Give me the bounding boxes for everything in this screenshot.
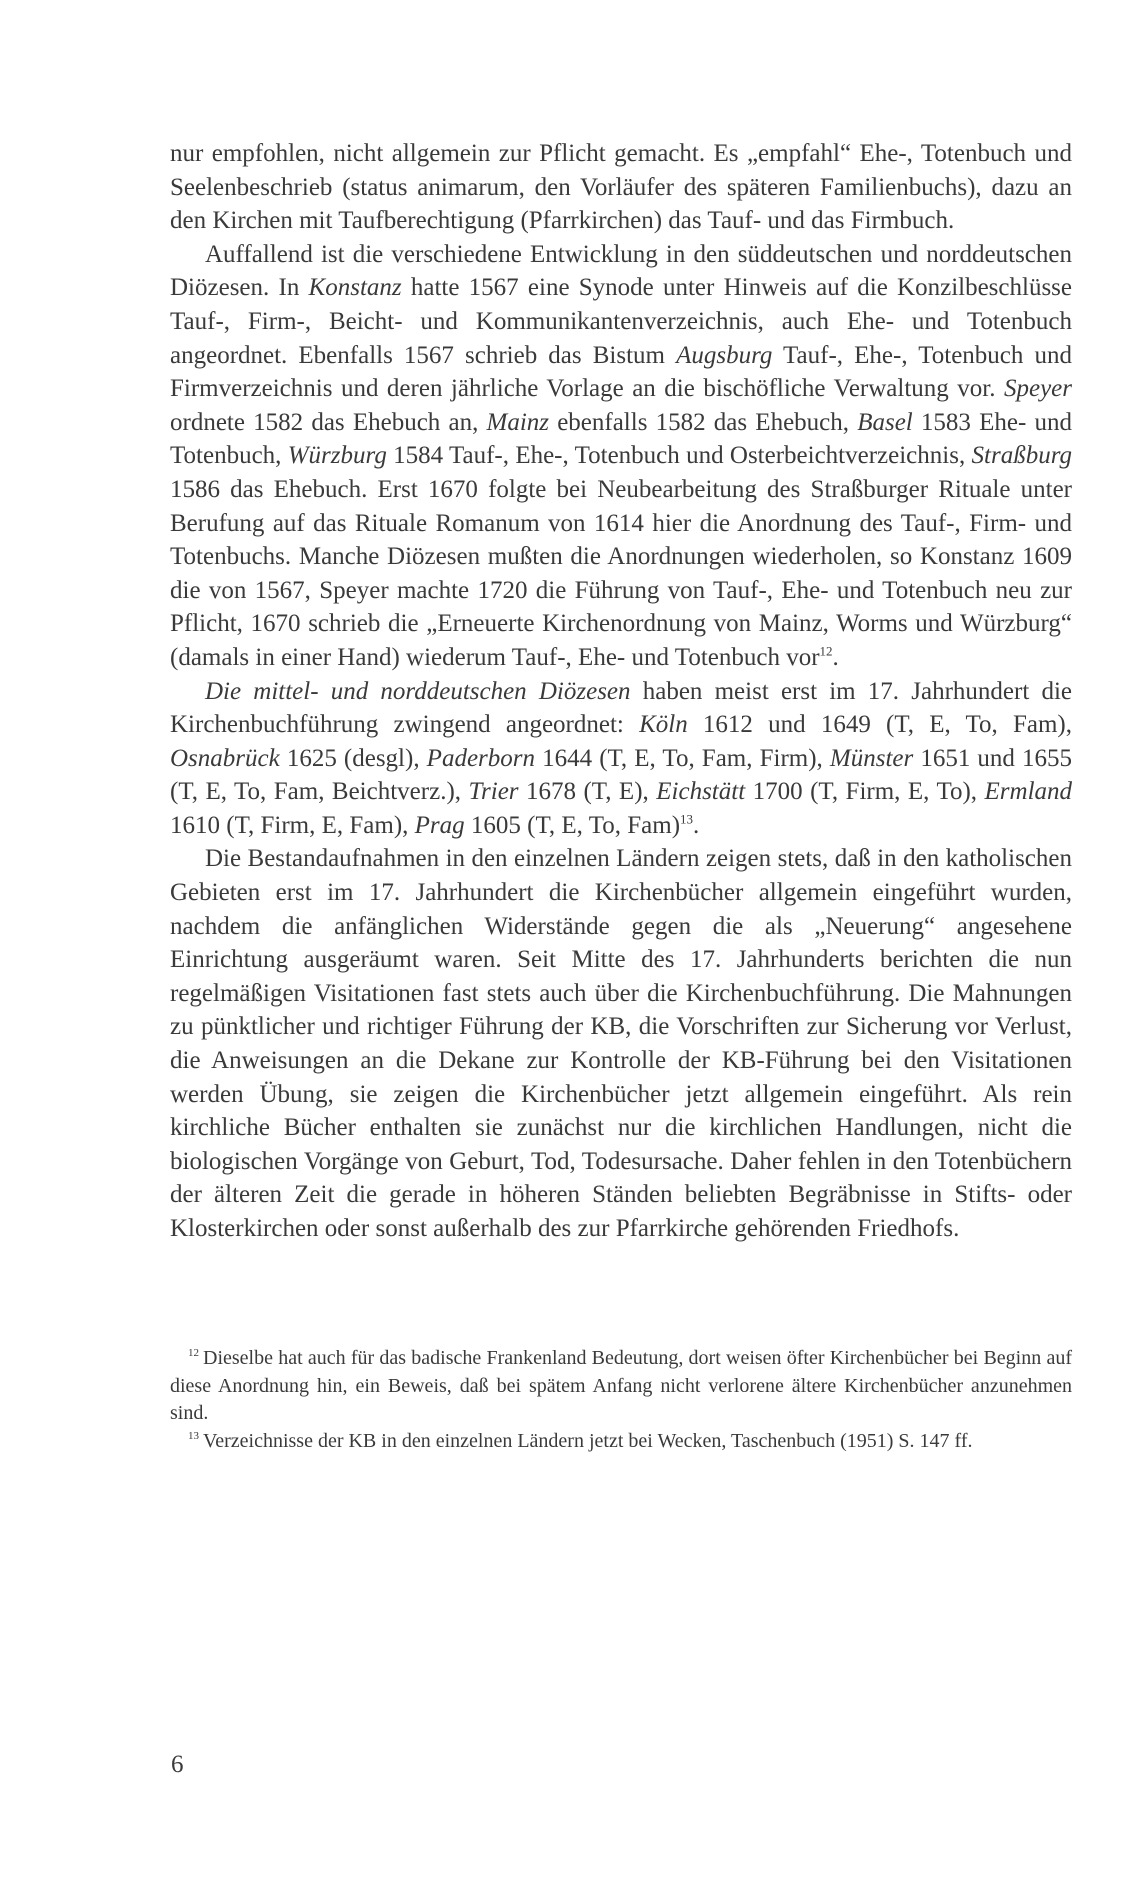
text-run: 1610 (T, Firm, E, Fam),: [170, 811, 415, 839]
page-number: 6: [171, 1751, 184, 1778]
text-run: 1605 (T, E, To, Fam): [464, 811, 681, 839]
place-name: Die mittel- und norddeutschen Diözesen: [205, 677, 631, 705]
place-name: Mainz: [486, 408, 550, 436]
text-run: Auffallend ist die verschiedene Entwicklung in den süddeutschen und norddeutschen Diözesen. In: [170, 240, 1072, 302]
place-name: Trier: [468, 778, 519, 806]
paragraph: [170, 238, 1072, 675]
place-name: Augsburg: [676, 341, 773, 369]
footnote-number: 12: [188, 1347, 199, 1360]
place-name: Prag: [414, 811, 465, 839]
main-text: [170, 137, 1072, 1246]
text-run: Tauf-, Ehe-, Totenbuch und Firmverzeichnis und deren jährliche Vorlage an die bischöfliche Verwaltung vor.: [170, 341, 1072, 403]
paragraph: [170, 675, 1072, 843]
text-run: haben meist erst im 17. Jahrhundert die Kirchenbuchführung zwingend angeordnet:: [170, 677, 1072, 739]
text-run: 1651 und 1655 (T, E, To, Fam, Beichtverz.),: [170, 744, 1072, 806]
place-name: Osnabrück: [170, 744, 280, 772]
place-name: Ermland: [984, 778, 1073, 806]
paragraph: [170, 842, 1072, 1245]
text-run: 1584 Tauf-, Ehe-, Totenbuch und Osterbeichtverzeichnis,: [386, 442, 972, 470]
footnote-ref: 13: [680, 811, 694, 827]
footnote-ref: 12: [819, 643, 833, 659]
footnote-text: Dieselbe hat auch für das badische Frankenland Bedeutung, dort weisen öfter Kirchenbücher bei Beginn auf diese Anordnung hin, ein Beweis, daß bei spätem Anfang nicht verlorene ältere Kirchenbücher anzunehmen sind.: [170, 1347, 1072, 1424]
place-name: Münster: [829, 744, 914, 772]
place-name: Basel: [857, 408, 913, 436]
place-name: Paderborn: [426, 744, 535, 772]
footnote-text: Verzeichnisse der KB in den einzelnen Ländern jetzt bei Wecken, Taschenbuch (1951) S. 147 ff.: [203, 1429, 973, 1452]
text-run: .: [693, 811, 700, 839]
text-run: .: [832, 643, 839, 671]
text-run: Die Bestandaufnahmen in den einzelnen Ländern zeigen stets, daß in den katholischen Gebieten erst im 17. Jahrhundert die Kirchenbücher allgemein eingeführt wurden, nachdem die anfänglichen Widerstände gegen die als „Neuerung“ angesehene Einrichtung ausgeräumt waren. Seit Mitte des 17. Jahrhunderts berichten die nun regelmäßigen Visitationen fast stets auch über die Kirchenbuchführung. Die Mahnungen zu pünktlicher und richtiger Führung der KB, die Vorschriften zur Sicherung vor Verlust, die Anweisungen an die Dekane zur Kontrolle der KB-Führung bei den Visitationen werden Übung, sie zeigen die Kirchenbücher jetzt allgemein eingeführt. Als rein kirchliche Bücher enthalten sie zunächst nur die kirchlichen Handlungen, nicht die biologischen Vorgänge von Geburt, Tod, Todesursache. Daher fehlen in den Totenbüchern der älteren Zeit die gerade in höheren Ständen beliebten Begräbnisse in Stifts- oder Klosterkirchen oder sonst außerhalb des zur Pfarrkirche gehörenden Friedhofs.: [170, 845, 1072, 1242]
text-run: 1644 (T, E, To, Fam, Firm),: [535, 744, 830, 772]
text-run: 1678 (T, E),: [518, 778, 657, 806]
text-run: 1612 und 1649 (T, E, To, Fam),: [687, 711, 1072, 739]
place-name: Straßburg: [971, 442, 1072, 470]
place-name: Köln: [639, 711, 688, 739]
text-run: ordnete 1582 das Ehebuch an,: [170, 408, 487, 436]
text-run: nur empfohlen, nicht allgemein zur Pflicht gemacht. Es „empfahl“ Ehe-, Totenbuch und Seelenbeschrieb (status animarum, den Vorläufer des späteren Familienbuchs), dazu an den Kirchen mit Taufberechtigung (Pfarrkirchen) das Tauf- und das Firmbuch.: [170, 140, 1072, 235]
place-name: Würzburg: [287, 442, 387, 470]
text-run: 1583 Ehe- und Totenbuch,: [170, 408, 1072, 470]
footnote: [170, 1428, 1072, 1456]
footnotes: [170, 1345, 1072, 1455]
place-name: Konstanz: [308, 274, 402, 302]
text-run: hatte 1567 eine Synode unter Hinweis auf die Konzilbeschlüsse Tauf-, Firm-, Beicht- und Kommunikantenverzeichnis, auch Ehe- und Totenbuch angeordnet. Ebenfalls 1567 schrieb das Bistum: [170, 274, 1073, 369]
place-name: Speyer: [1003, 375, 1072, 403]
text-run: 1586 das Ehebuch. Erst 1670 folgte bei Neubearbeitung des Straßburger Rituale unter Berufung auf das Rituale Romanum von 1614 hier die Anordnung des Tauf-, Firm- und Totenbuchs. Manche Diözesen mußten die Anordnungen wiederholen, so Konstanz 1609 die von 1567, Speyer machte 1720 die Führung von Tauf-, Ehe- und Totenbuch neu zur Pflicht, 1670 schrieb die „Erneuerte Kirchenordnung von Mainz, Worms und Würzburg“ (damals in einer Hand) wiederum Tauf-, Ehe- und Totenbuch vor: [170, 475, 1072, 671]
place-name: Eichstätt: [656, 778, 746, 806]
footnote: [170, 1345, 1072, 1428]
text-run: 1700 (T, Firm, E, To),: [745, 778, 985, 806]
paragraph: [170, 137, 1072, 238]
footnote-number: 13: [188, 1429, 199, 1442]
text-run: 1625 (desgl),: [279, 744, 427, 772]
text-run: ebenfalls 1582 das Ehebuch,: [549, 408, 858, 436]
